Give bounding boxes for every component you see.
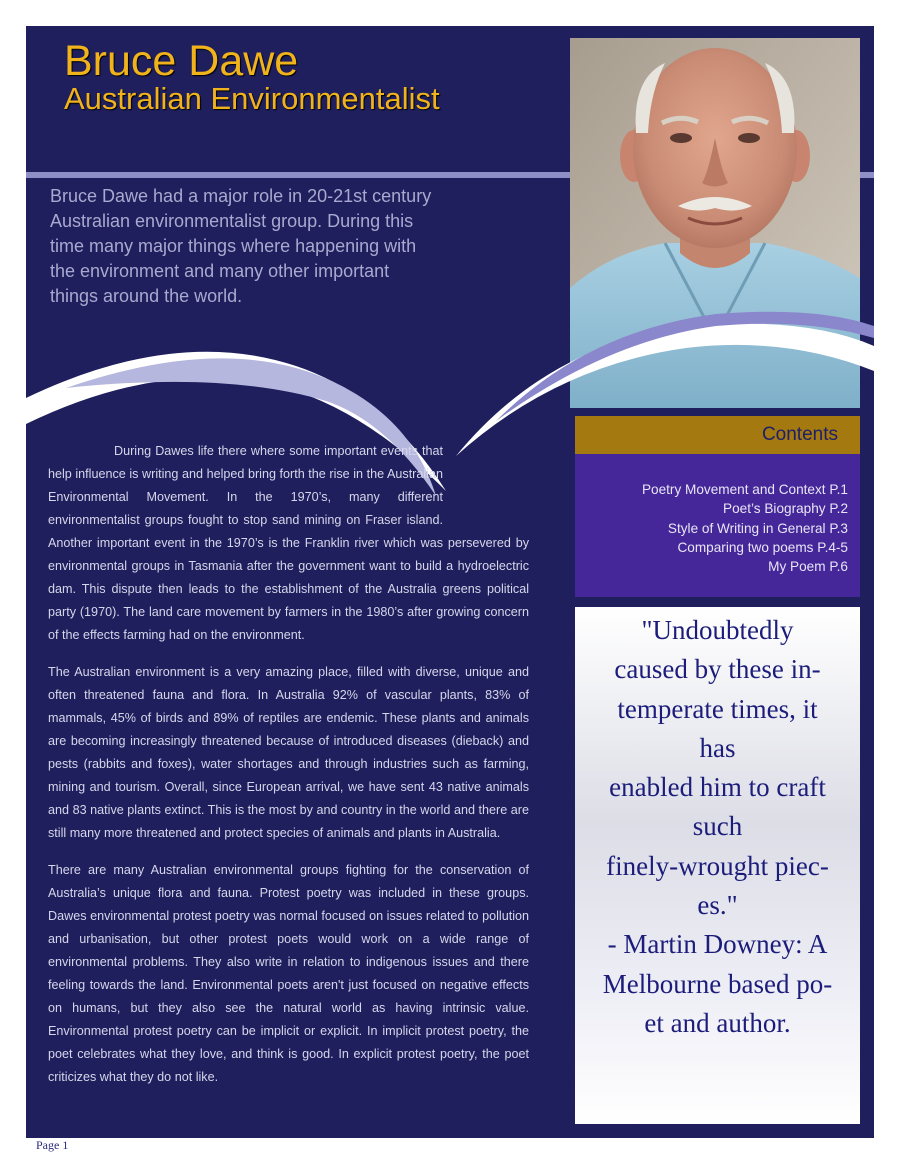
quote-line: et and author. — [644, 1007, 791, 1038]
contents-item[interactable]: Poetry Movement and Context P.1 — [641, 482, 848, 497]
contents-box — [575, 454, 860, 597]
contents-item[interactable]: Comparing two poems P.4-5 — [677, 539, 848, 555]
body-float-spacer — [443, 440, 529, 518]
contents-item[interactable]: My Poem P.6 — [768, 559, 848, 575]
intro-line: things around the world. — [50, 286, 243, 306]
intro-line: Bruce Dawe had a major role in 20-21st century — [50, 186, 432, 206]
contents-title: Contents — [761, 424, 838, 445]
quote-box — [575, 607, 860, 1124]
body-paragraph: There are many Australian environmental groups fighting for the conservation of Australia’s unique flora and fauna. Protest poetry was included in these groups. Dawes environmental protest poetry was normal focused on issues related to pollution and urbanisation, but other protest poets would work on a wide range of environmental problems. They also write in relation to indigenous issues and there feeling towards the land. Environmental poets aren't just focused on negative effects on humans, but they also see the natural world as having intrinsic value. Environmental protest poetry can be implicit or explicit. In implicit protest poetry, the poet celebrates what they love, and think is good. In explicit protest poetry, the poet criticizes what they do not like. — [48, 863, 529, 1084]
quote-line: temperate times, it — [617, 693, 818, 724]
intro-line: the environment and many other important — [50, 261, 390, 281]
contents-item[interactable]: Poet’s Biography P.2 — [723, 501, 848, 517]
intro-line: Australian environmentalist group. During this — [50, 211, 414, 231]
quote-line: caused by these in- — [614, 654, 821, 685]
quote-line: such — [692, 811, 743, 842]
contents-item[interactable]: Style of Writing in General P.3 — [667, 520, 848, 536]
quote-line: finely-wrought piec- — [606, 850, 829, 881]
contents-header — [575, 416, 860, 454]
body-paragraph: The Australian environment is a very amazing place, filled with diverse, unique and often threatened fauna and flora. In Australia 92% of vascular plants, 83% of mammals, 45% of birds and 89% of reptiles are endemic. These plants and animals are becoming increasingly threatened because of introduced diseases (dieback) and pests (rabbits and foxes), water shortages and through industries such as farming, mining and tourism. Overall, since European arrival, we have sent 43 native animals and 83 native plants extinct. This is the most by and country in the world and there are still many more threatened and protect species of animals and plants in Australia. — [48, 665, 529, 840]
page-subtitle: Australian Environmentalist — [64, 81, 440, 116]
quote-line: Melbourne based po- — [602, 968, 833, 999]
page-number: Page 1 — [36, 1138, 69, 1152]
body-text — [48, 440, 529, 1103]
pull-quote — [581, 611, 854, 1043]
page-title: Bruce Dawe — [64, 37, 299, 85]
body-paragraph: During Dawes life there where some important events that help influence is writing and helped bring forth the rise in the Australian Environmental Movement. In the 1970’s, many different environmentalist groups fought to stop sand mining on Fraser island. Another important event in the 1970’s is the Franklin river which was persevered by environmental groups in Tasmania after the government want to build a hydroelectric dam. This dispute then leads to the establishment of the Australia greens political party (1970). The land care movement by farmers in the 1980’s after growing concern of the effects farming had on the environment. — [48, 444, 529, 642]
intro-line: time many major things where happening with — [50, 236, 417, 256]
quote-line: "Undoubtedly — [641, 615, 794, 645]
quote-line: enabled him to craft — [609, 772, 826, 803]
contents-list — [642, 480, 848, 576]
quote-line: has — [699, 732, 736, 763]
page-panel — [26, 26, 874, 1138]
quote-line: es." — [697, 890, 738, 921]
quote-line: - Martin Downey: A — [607, 929, 828, 960]
